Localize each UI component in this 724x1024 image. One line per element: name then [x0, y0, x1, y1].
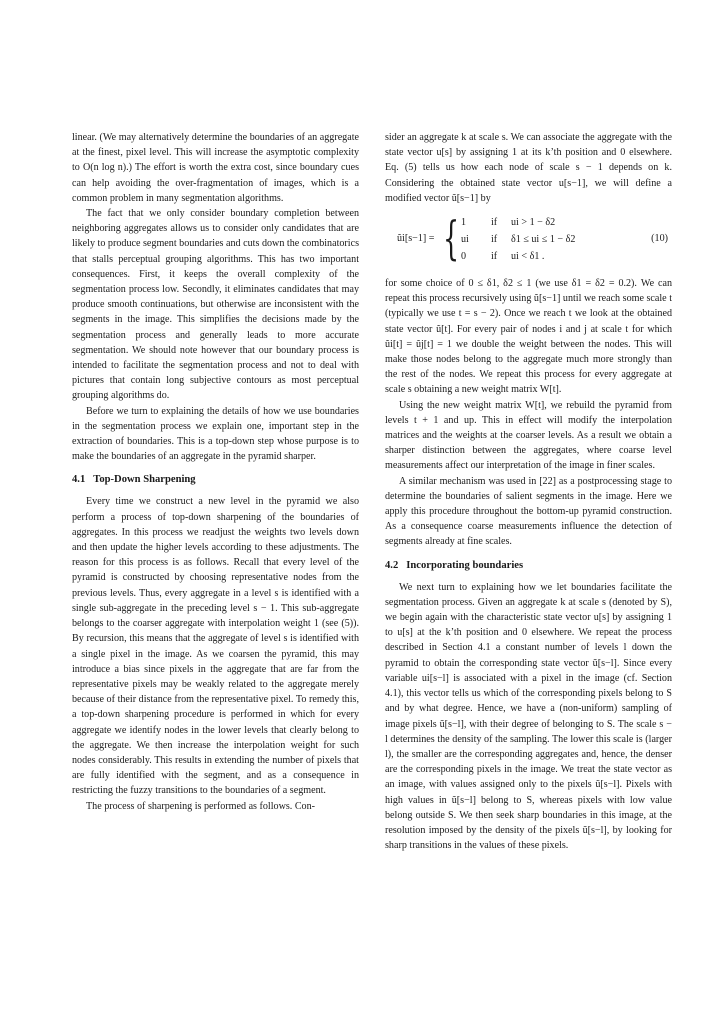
paragraph: The process of sharpening is performed as follows. Con- — [86, 800, 316, 812]
equation-cases — [461, 214, 575, 265]
equation-case: ui if δ1 ≤ ui ≤ 1 − δ2 — [461, 234, 576, 246]
section-number: 4.1 — [72, 474, 86, 486]
brace-icon: { — [443, 211, 460, 266]
paragraph: for some choice of 0 ≤ δ1, δ2 ≤ 1 (we use δ1 = δ2 = 0.2). We can repeat this process recursively using ũ[s−1] until we reach some scale t (typically we use t = s − 2). Once we reach t we look at the obtained state vector ũ[t]. For every pair of nodes i and j at scale t for which ũi[t] = ũj[t] = 1 we double the weight between the nodes. This will make those nodes belong to the aggregate much more strongly than the rest of the nodes. We repeat this process for every aggregate at scale s obtaining a new weight matrix W[t]. — [385, 278, 672, 396]
equation-10 — [385, 212, 672, 270]
equation-lhs: ũi[s−1] = — [397, 233, 435, 245]
equation-case: 1 if ui > 1 − δ2 — [461, 217, 556, 229]
paragraph: The fact that we only consider boundary completion between neighboring aggregates allows us to consider only candidates that are likely to produce segment boundaries and cuts down the combinatorics that stalls perceptual grouping algorithms. This has two important consequences. First, it keeps the overall complexity of the segmentation process low. Secondly, it eliminates candidates that may produce smooth continuations, but otherwise are inconsistent with the segments in the image. This simplifies the decisions made by the segmentation process and generally leads to more accurate segmentation. We should note however that our boundary process is intended to facilitate the segmentation process and not to deal with pictures that contain long subjective contours as most perceptual grouping algorithms do. — [72, 208, 359, 402]
paragraph: Using the new weight matrix W[t], we rebuild the pyramid from levels t + 1 and up. This in effect will modify the interpolation matrices and the weights at the coarser levels. As a result we obtain a sharper distinction between the aggregates, where coarse level measurements affect our interpretation of the image in finer scales. — [385, 399, 672, 472]
section-number: 4.2 — [385, 559, 399, 571]
paragraph: sider an aggregate k at scale s. We can associate the aggregate with the state vector u[s] by assigning 1 at its k’th position and 0 elsewhere. Eq. (5) tells us how each node of scale s − 1 depends on k. Considering the obtained state vector u[s−1], we will define a modified vector ũ[s−1] by — [385, 132, 672, 204]
section-heading-4-1 — [72, 473, 359, 487]
right-column — [385, 130, 672, 853]
paragraph: Every time we construct a new level in the pyramid we also perform a process of top-down sharpening of the boundaries of aggregates. In this process we readjust the weights two levels down and then update the higher levels according to these adjustments. The reason for this process is as follows. Recall that every level of the pyramid is constructed by choosing representative nodes from the previous levels. Thus, every aggregate in a level s is identified with a single sub-aggregate in the preceding level s − 1. This sub-aggregate belongs to the coarser aggregate with interpolation weight 1 (see (5)). By recursion, this means that the aggregate of level s is identified with a single pixel in the image. As we coarsen the pyramid, this may introduce a bias since pixels in the aggregate that are far from the representative pixels may be weakly related to the aggregate merely because of their distance from the representative pixel. To remedy this, a top-down sharpening procedure is performed in which for every aggregate we identify nodes in the lower levels that clearly belong to the aggregate. We then increase the interpolation weight for such nodes considerably. This results in extending the number of pixels that are fully identified with the segment, and as a consequence in restricting the fuzzy transitions to the boundaries of a segment. — [72, 496, 359, 797]
paragraph: linear. (We may alternatively determine the boundaries of an aggregate at the finest, pixel level. This will increase the asymptotic complexity to O(n log n).) The effort is worth the extra cost, since boundary cues can help avoiding the over-fragmentation of images, which is a common problem in many segmentation algorithms. — [72, 132, 359, 204]
equation-number: (10) — [651, 233, 668, 245]
left-column — [72, 130, 359, 814]
section-heading-4-2 — [385, 559, 672, 573]
section-title: Incorporating boundaries — [406, 559, 524, 571]
section-title: Top-Down Sharpening — [93, 474, 196, 486]
equation-case: 0 if ui < δ1 . — [461, 251, 545, 263]
paragraph: Before we turn to explaining the details of how we use boundaries in the segmentation process we explain one, important step in the extraction of boundaries. This is a top-down step whose purpose is to make the boundaries of an aggregate in the pyramid sharper. — [72, 405, 359, 463]
paragraph: A similar mechanism was used in [22] as a postprocessing stage to determine the boundaries of salient segments in the image. Here we apply this procedure throughout the bottom-up pyramid construction. As a consequence coarse measurements influence the detection of segments already at fine scales. — [385, 475, 672, 548]
paragraph: We next turn to explaining how we let boundaries facilitate the segmentation process. Given an aggregate k at scale s (denoted by S), we begin again with the characteristic state vector u[s] by assigning 1 to u[s] at the k’th position and 0 elsewhere. We repeat the process described in Section 4.1 a constant number of levels l down the pyramid to obtain the corresponding state vector ũ[s−l]. Since every variable ui[s−l] is associated with a pixel in the image (cf. Section 4.1), this vector tells us which of the corresponding pixels belong to S and by what degree. Hence, we have a (non-uniform) sampling of image pixels ũ[s−l], with their degree of belonging to S. The scale s − l determines the density of the sampling. The lower this scale is (larger l), the smaller are the corresponding aggregates and, hence, the denser are the corresponding pixels in the image. We treat the state vector as an image, with values assigned only to the pixels ũ[s−l]. Pixels with high values in ũ[s−l] belong to S, whereas pixels with low value belong outside S. We then seek sharp boundaries in this image, at the resolution imposed by the density of the pixels ũ[s−l], by looking for sharp transitions in the values of these pixels. — [385, 581, 672, 852]
